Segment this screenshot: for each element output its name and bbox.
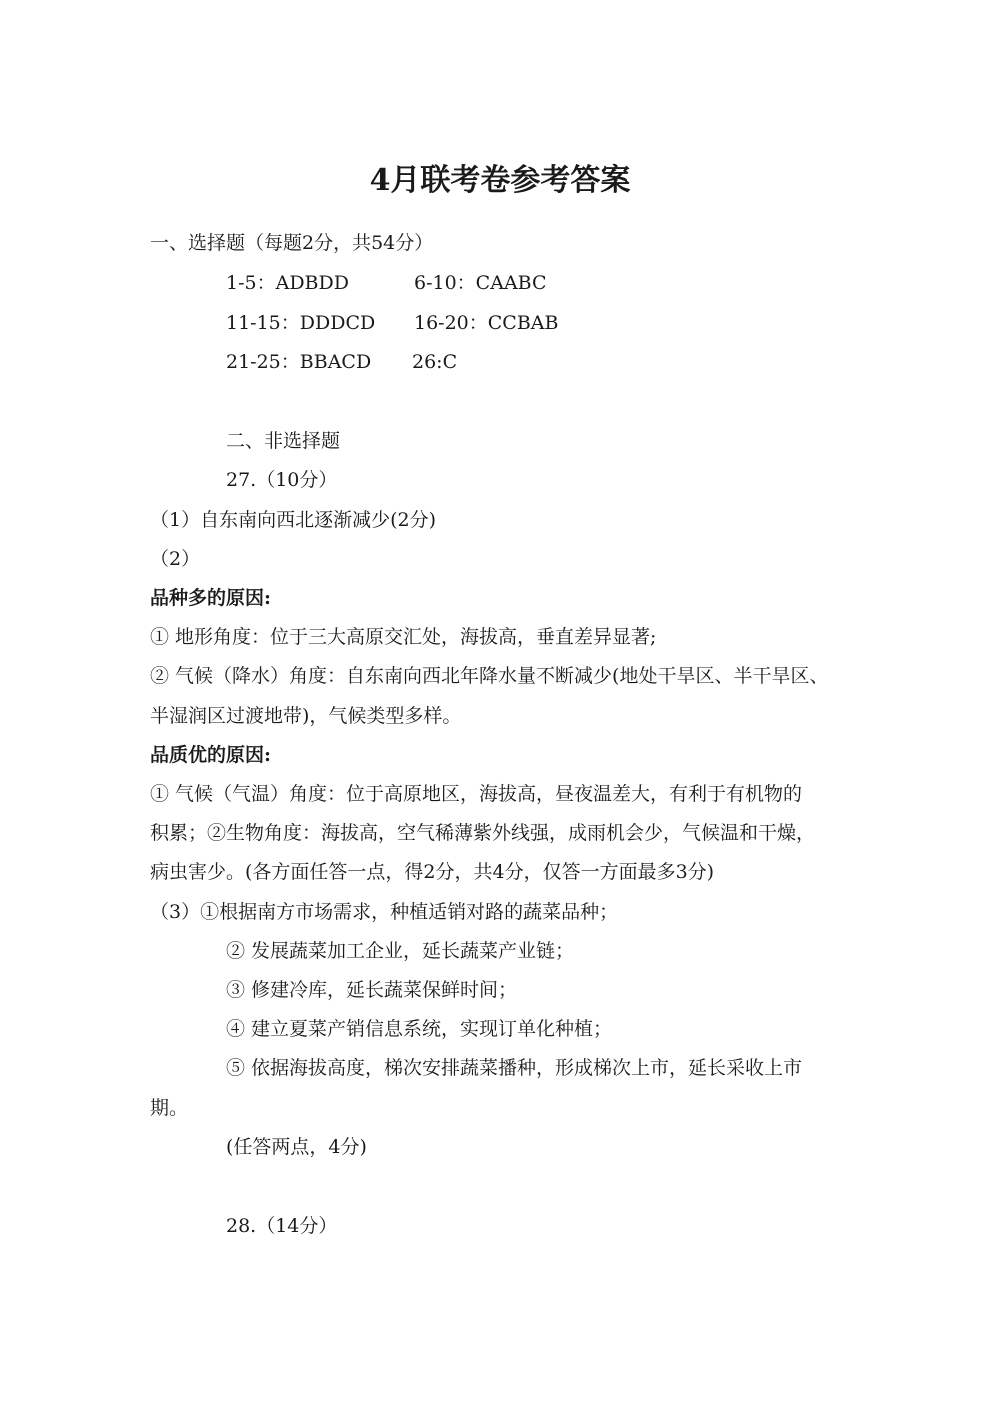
quality-reason-line-3: 病虫害少。(各方面任答一点，得2分，共4分，仅答一方面最多3分) (150, 861, 715, 883)
q27-part3-item-1: （3）①根据南方市场需求，种植适销对路的蔬菜品种； (150, 901, 619, 923)
q27-part3-item-3: ③ 修建冷库，延长蔬菜保鲜时间； (226, 979, 518, 1001)
q27-part1: （1）自东南向西北逐渐减少(2分) (150, 509, 437, 531)
q27-part2: （2） (150, 548, 201, 570)
variety-reason-2a: ② 气候（降水）角度：自东南向西北年降水量不断减少(地处干旱区、半干旱区、 (150, 665, 829, 687)
answer-row-3-b: 26:C (412, 351, 458, 373)
q27-heading: 27.（10分） (226, 469, 338, 491)
answer-row-1-a: 1-5：ADBDD (226, 272, 349, 294)
variety-reason-2b: 半湿润区过渡地带)，气候类型多样。 (150, 705, 462, 727)
quality-heading: 品质优的原因: (150, 744, 272, 766)
answer-row-1-b: 6-10：CAABC (414, 272, 547, 294)
page-title: 4月联考卷参考答案 (369, 163, 631, 198)
answer-row-2-b: 16-20：CCBAB (414, 312, 559, 334)
section2-heading: 二、非选择题 (226, 430, 341, 452)
q27-part3-note: (任答两点，4分) (226, 1136, 367, 1158)
q28-heading: 28.（14分） (226, 1215, 338, 1237)
section1-heading: 一、选择题（每题2分，共54分） (150, 232, 434, 254)
variety-reason-1: ① 地形角度：位于三大高原交汇处，海拔高，垂直差异显著; (150, 626, 657, 648)
answer-row-2-a: 11-15：DDDCD (226, 312, 376, 334)
q27-part3-item-5b: 期。 (150, 1097, 189, 1119)
quality-reason-line-1: ① 气候（气温）角度：位于高原地区，海拔高，昼夜温差大，有利于有机物的 (150, 783, 803, 805)
q27-part3-item-4: ④ 建立夏菜产销信息系统，实现订单化种植； (226, 1018, 613, 1040)
q27-part3-item-2: ② 发展蔬菜加工企业，延长蔬菜产业链； (226, 940, 575, 962)
quality-reason-line-2: 积累；②生物角度：海拔高，空气稀薄紫外线强，成雨机会少，气候温和干燥， (150, 822, 816, 844)
variety-heading: 品种多的原因: (150, 587, 272, 609)
q27-part3-item-5a: ⑤ 依据海拔高度，梯次安排蔬菜播种，形成梯次上市，延长采收上市 (226, 1057, 803, 1079)
answer-row-3-a: 21-25：BBACD (226, 351, 372, 373)
